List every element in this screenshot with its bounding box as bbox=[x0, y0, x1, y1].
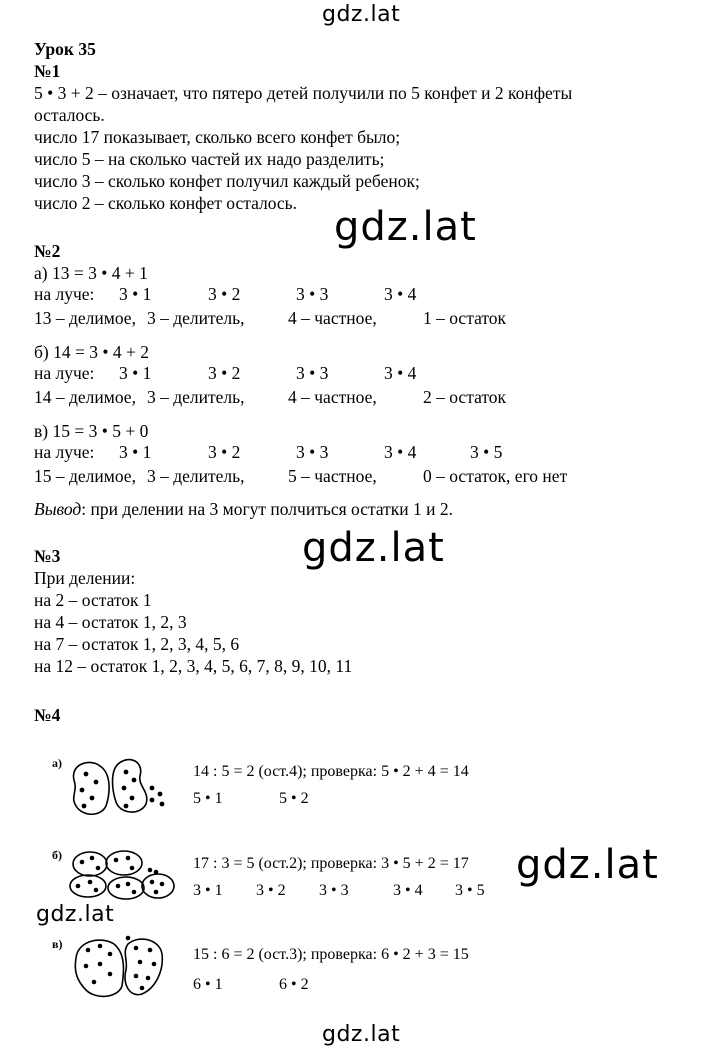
task4b-label: б) bbox=[52, 848, 62, 862]
task1-line3: число 17 показывает, сколько всего конфет было; bbox=[34, 127, 401, 147]
task4c-ray-row bbox=[193, 976, 493, 998]
term-remainder: 2 – остаток bbox=[423, 387, 507, 407]
task2b-equation: б) 14 = 3 • 4 + 2 bbox=[34, 342, 149, 362]
task1-heading: №1 bbox=[34, 61, 61, 81]
task3-line: на 4 – остаток 1, 2, 3 bbox=[34, 612, 187, 632]
ray-item: 5 • 2 bbox=[279, 790, 309, 807]
task3-line: При делении: bbox=[34, 568, 136, 588]
task4c-equation: 15 : 6 = 2 (ост.3); проверка: 6 • 2 + 3 = 15 bbox=[193, 946, 469, 963]
task2a-ray-row bbox=[34, 284, 674, 306]
task4c-drawing bbox=[66, 932, 176, 1002]
ray-item: 6 • 2 bbox=[279, 976, 309, 993]
ray-item: 3 • 4 bbox=[384, 363, 417, 383]
task4a-ray-row bbox=[193, 790, 493, 812]
task4a-label: а) bbox=[52, 756, 62, 770]
term-divisor: 3 – делитель, bbox=[147, 387, 245, 407]
task1-line2: осталось. bbox=[34, 105, 105, 125]
term-dividend: 13 – делимое, bbox=[34, 308, 136, 328]
term-divisor: 3 – делитель, bbox=[147, 466, 245, 486]
task4b-equation: 17 : 3 = 5 (ост.2); проверка: 3 • 5 + 2 = 17 bbox=[193, 855, 469, 872]
watermark-small-left: gdz.lat bbox=[36, 902, 115, 927]
ray-label: на луче: bbox=[34, 284, 95, 304]
ray-label: на луче: bbox=[34, 442, 95, 462]
task1-line4: число 5 – на сколько частей их надо разделить; bbox=[34, 149, 385, 169]
ray-item: 3 • 3 bbox=[296, 442, 329, 462]
ray-item: 3 • 2 bbox=[208, 363, 241, 383]
watermark-mid2: gdz.lat bbox=[302, 525, 445, 571]
watermark-bottom: gdz.lat bbox=[322, 1022, 401, 1047]
task2c-terms-row bbox=[34, 466, 674, 488]
term-quotient: 4 – частное, bbox=[288, 308, 377, 328]
task4c-label: в) bbox=[52, 937, 63, 951]
task3-line: на 7 – остаток 1, 2, 3, 4, 5, 6 bbox=[34, 634, 240, 654]
ray-item: 6 • 1 bbox=[193, 976, 223, 993]
task2b-ray-row bbox=[34, 363, 674, 385]
term-remainder: 1 – остаток bbox=[423, 308, 507, 328]
task2b-terms-row bbox=[34, 387, 674, 409]
ray-item: 3 • 2 bbox=[208, 284, 241, 304]
ray-item: 5 • 1 bbox=[193, 790, 223, 807]
task2c-equation: в) 15 = 3 • 5 + 0 bbox=[34, 421, 149, 441]
watermark-mid3: gdz.lat bbox=[516, 842, 659, 888]
watermark-top: gdz.lat bbox=[322, 2, 401, 27]
task3-heading: №3 bbox=[34, 546, 61, 566]
ray-item: 3 • 3 bbox=[319, 882, 349, 899]
task4-heading: №4 bbox=[34, 705, 61, 725]
ray-item: 3 • 4 bbox=[384, 284, 417, 304]
task2c-ray-row bbox=[34, 442, 674, 464]
conclusion-text: : при делении на 3 могут полчиться остатки 1 и 2. bbox=[81, 499, 454, 519]
ray-item: 3 • 2 bbox=[256, 882, 286, 899]
ray-item: 3 • 2 bbox=[208, 442, 241, 462]
task2-heading: №2 bbox=[34, 241, 61, 261]
task3-line: на 2 – остаток 1 bbox=[34, 590, 152, 610]
term-quotient: 5 – частное, bbox=[288, 466, 377, 486]
task2a-terms-row bbox=[34, 308, 674, 330]
term-remainder: 0 – остаток, его нет bbox=[423, 466, 568, 486]
lesson-title: Урок 35 bbox=[34, 39, 96, 59]
task4b-drawing bbox=[66, 848, 186, 908]
watermark-mid1: gdz.lat bbox=[334, 204, 477, 250]
ray-item: 3 • 4 bbox=[393, 882, 423, 899]
ray-item: 3 • 5 bbox=[455, 882, 485, 899]
ray-label: на луче: bbox=[34, 363, 95, 383]
ray-item: 3 • 1 bbox=[119, 284, 152, 304]
term-divisor: 3 – делитель, bbox=[147, 308, 245, 328]
ray-item: 3 • 4 bbox=[384, 442, 417, 462]
task1-line1: 5 • 3 + 2 – означает, что пятеро детей получили по 5 конфет и 2 конфеты bbox=[34, 83, 573, 103]
ray-item: 3 • 3 bbox=[296, 363, 329, 383]
task3-line: на 12 – остаток 1, 2, 3, 4, 5, 6, 7, 8, 9, 10, 11 bbox=[34, 656, 353, 676]
term-dividend: 15 – делимое, bbox=[34, 466, 136, 486]
ray-item: 3 • 1 bbox=[193, 882, 223, 899]
task4a-drawing bbox=[60, 748, 180, 823]
task2a-equation: а) 13 = 3 • 4 + 1 bbox=[34, 263, 148, 283]
ray-item: 3 • 3 bbox=[296, 284, 329, 304]
ray-item: 3 • 1 bbox=[119, 363, 152, 383]
task4a-equation: 14 : 5 = 2 (ост.4); проверка: 5 • 2 + 4 = 14 bbox=[193, 763, 469, 780]
term-quotient: 4 – частное, bbox=[288, 387, 377, 407]
term-dividend: 14 – делимое, bbox=[34, 387, 136, 407]
task1-line5: число 3 – сколько конфет получил каждый ребенок; bbox=[34, 171, 420, 191]
conclusion-label: Вывод bbox=[34, 499, 82, 519]
task2-conclusion bbox=[34, 498, 453, 520]
ray-item: 3 • 1 bbox=[119, 442, 152, 462]
task1-line6: число 2 – сколько конфет осталось. bbox=[34, 193, 298, 213]
task4b-ray-row bbox=[193, 882, 513, 904]
ray-item: 3 • 5 bbox=[470, 442, 503, 462]
